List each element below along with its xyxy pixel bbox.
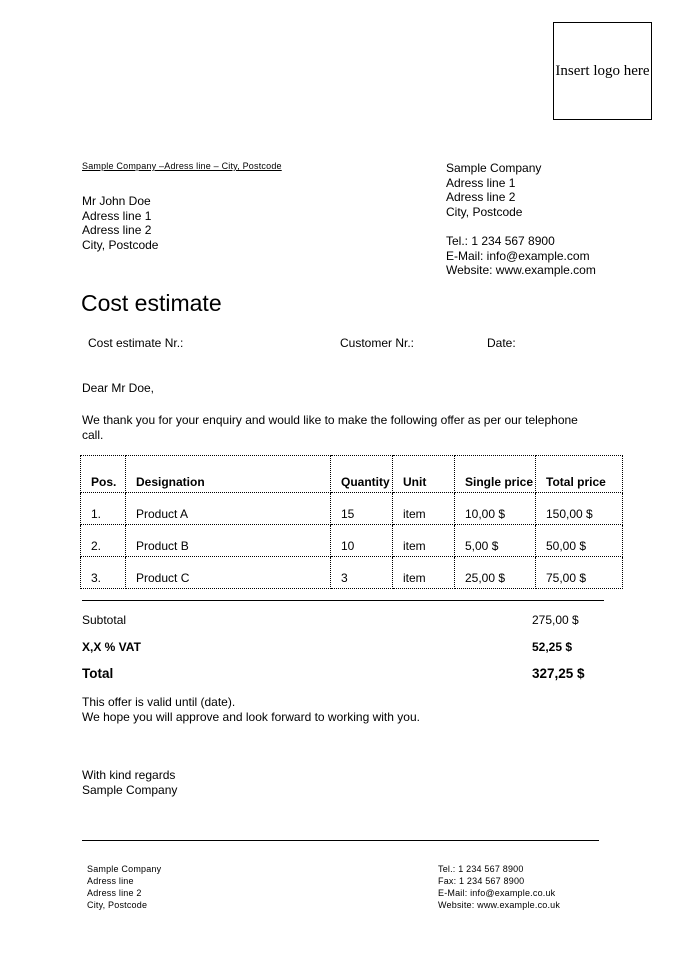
logo-placeholder-text: Insert logo here [555,62,650,79]
company-address-line-1: Adress line 1 [446,175,516,190]
cell-single-price: 25,00 $ [455,557,536,589]
footer-website: Website: www.example.co.uk [438,900,561,910]
header-pos: Pos. [81,456,126,493]
company-email: E-Mail: info@example.com [446,248,590,263]
cell-unit: item [393,525,455,557]
footer-fax: Fax: 1 234 567 8900 [438,876,525,886]
date-label: Date: [487,336,516,350]
company-info-block [446,161,596,278]
header-designation: Designation [126,456,331,493]
vat-value: 52,25 $ [532,640,573,654]
cell-pos: 3. [81,557,126,589]
cell-designation: Product A [126,493,331,525]
totals-divider-rule [82,600,604,601]
document-title: Cost estimate [81,290,222,316]
cell-total-price: 150,00 $ [536,493,623,525]
footer-address-line-1: Adress line [87,876,134,886]
cell-total-price: 50,00 $ [536,525,623,557]
company-address-line-2: Adress line 2 [446,190,516,205]
regards-line: With kind regards [82,768,176,782]
header-total-price: Total price [536,456,623,493]
cell-pos: 1. [81,493,126,525]
closing-line: We hope you will approve and look forward to working with you. [82,709,420,724]
cell-quantity: 10 [331,525,393,557]
cell-quantity: 3 [331,557,393,589]
recipient-address-block [82,194,158,253]
logo-placeholder [553,22,652,120]
vat-label: X,X % VAT [82,640,141,654]
validity-paragraph [82,695,420,724]
table-row [81,557,623,589]
cell-designation: Product C [126,557,331,589]
signature-company: Sample Company [82,783,178,797]
subtotal-value: 275,00 $ [532,613,579,627]
company-phone: Tel.: 1 234 567 8900 [446,233,555,248]
header-unit: Unit [393,456,455,493]
footer-city-postcode: City, Postcode [87,900,148,910]
recipient-city-postcode: City, Postcode [82,238,159,253]
cell-pos: 2. [81,525,126,557]
total-label: Total [82,666,114,681]
recipient-address-line-1: Adress line 1 [82,208,152,223]
footer-contact-block [438,863,560,911]
intro-paragraph: We thank you for your enquiry and would like to make the following offer as per our telephone call. [82,413,578,442]
salutation: Dear Mr Doe, [82,381,155,395]
customer-nr-label: Customer Nr.: [340,336,415,350]
footer-email: E-Mail: info@example.co.uk [438,888,556,898]
cell-unit: item [393,557,455,589]
company-city-postcode: City, Postcode [446,204,523,219]
header-quantity: Quantity [331,456,393,493]
cell-total-price: 75,00 $ [536,557,623,589]
company-name: Sample Company [446,161,542,175]
footer-divider-rule [82,840,599,841]
company-block-spacer [446,219,596,234]
footer-address-block [87,863,161,911]
table-header-row [81,456,623,493]
validity-line: This offer is valid until (date). [82,695,236,709]
subtotal-label: Subtotal [82,613,127,627]
cost-estimate-nr-label: Cost estimate Nr.: [88,336,184,350]
footer-address-line-2: Adress line 2 [87,888,142,898]
cell-single-price: 10,00 $ [455,493,536,525]
sender-return-address-line: Sample Company –Adress line – City, Postcode [82,161,282,171]
cell-designation: Product B [126,525,331,557]
recipient-name: Mr John Doe [82,194,151,208]
cell-quantity: 15 [331,493,393,525]
footer-phone: Tel.: 1 234 567 8900 [438,864,524,874]
footer-company-name: Sample Company [87,864,162,874]
table-row [81,525,623,557]
recipient-address-line-2: Adress line 2 [82,223,152,238]
items-table [80,455,623,589]
signature-block [82,768,177,798]
total-value: 327,25 $ [532,666,585,681]
company-website: Website: www.example.com [446,263,596,278]
header-single-price: Single price [455,456,536,493]
table-row [81,493,623,525]
cell-unit: item [393,493,455,525]
cell-single-price: 5,00 $ [455,525,536,557]
